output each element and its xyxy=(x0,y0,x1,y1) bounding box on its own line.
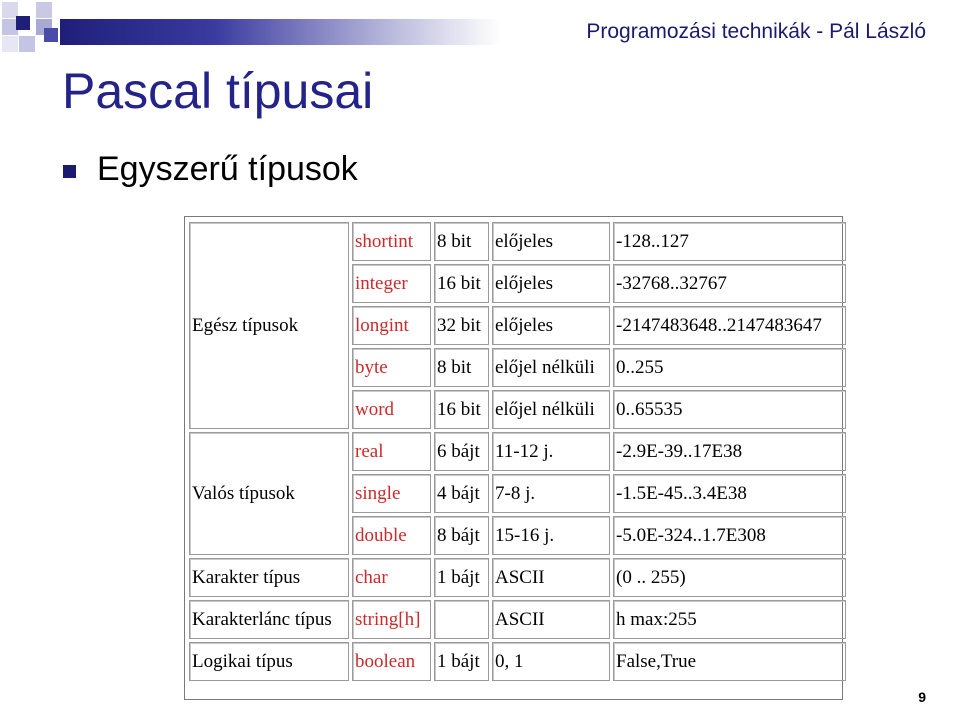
table-row xyxy=(189,558,846,597)
type-name-cell: word xyxy=(352,390,431,429)
type-size-cell: 8 bit xyxy=(434,348,489,387)
table-row xyxy=(189,642,846,681)
bullet-text: Egyszerű típusok xyxy=(97,150,358,188)
type-name-cell: byte xyxy=(352,348,431,387)
type-sign-cell: ASCII xyxy=(492,600,610,639)
type-size-cell: 16 bit xyxy=(434,390,489,429)
type-group-label: Valós típusok xyxy=(189,432,349,555)
type-range-cell: -2.9E-39..17E38 xyxy=(613,432,846,471)
table-row xyxy=(189,222,846,261)
type-name-cell: char xyxy=(352,558,431,597)
type-name-cell: string[h] xyxy=(352,600,431,639)
type-sign-cell: előjeles xyxy=(492,264,610,303)
type-range-cell: -5.0E-324..1.7E308 xyxy=(613,516,846,555)
type-size-cell: 8 bájt xyxy=(434,516,489,555)
type-size-cell: 1 bájt xyxy=(434,558,489,597)
square-bullet-icon xyxy=(63,165,76,178)
page-number: 9 xyxy=(918,689,926,705)
type-range-cell: h max:255 xyxy=(613,600,846,639)
type-range-cell: -1.5E-45..3.4E38 xyxy=(613,474,846,513)
page-title: Pascal típusai xyxy=(62,63,374,119)
type-sign-cell: ASCII xyxy=(492,558,610,597)
type-range-cell: -2147483648..2147483647 xyxy=(613,306,846,345)
type-sign-cell: 15-16 j. xyxy=(492,516,610,555)
type-sign-cell: 0, 1 xyxy=(492,642,610,681)
type-name-cell: double xyxy=(352,516,431,555)
type-sign-cell: előjeles xyxy=(492,306,610,345)
type-size-cell: 6 bájt xyxy=(434,432,489,471)
type-range-cell: -32768..32767 xyxy=(613,264,846,303)
type-size-cell xyxy=(434,600,489,639)
type-range-cell: 0..255 xyxy=(613,348,846,387)
table-row xyxy=(189,600,846,639)
type-size-cell: 1 bájt xyxy=(434,642,489,681)
type-name-cell: longint xyxy=(352,306,431,345)
type-size-cell: 4 bájt xyxy=(434,474,489,513)
type-group-label: Egész típusok xyxy=(189,222,349,429)
type-name-cell: single xyxy=(352,474,431,513)
type-range-cell: False,True xyxy=(613,642,846,681)
type-sign-cell: 7-8 j. xyxy=(492,474,610,513)
type-group-label: Karakter típus xyxy=(189,558,349,597)
type-name-cell: shortint xyxy=(352,222,431,261)
header-bar xyxy=(60,19,500,45)
type-group-label: Logikai típus xyxy=(189,642,349,681)
type-range-cell: 0..65535 xyxy=(613,390,846,429)
type-sign-cell: előjel nélküli xyxy=(492,348,610,387)
table-row xyxy=(189,432,846,471)
course-header: Programozási technikák - Pál László xyxy=(586,20,926,43)
type-name-cell: boolean xyxy=(352,642,431,681)
pascal-types-table xyxy=(186,219,849,684)
type-sign-cell: 11-12 j. xyxy=(492,432,610,471)
type-sign-cell: előjel nélküli xyxy=(492,390,610,429)
type-group-label: Karakterlánc típus xyxy=(189,600,349,639)
type-size-cell: 16 bit xyxy=(434,264,489,303)
type-name-cell: integer xyxy=(352,264,431,303)
type-size-cell: 8 bit xyxy=(434,222,489,261)
type-name-cell: real xyxy=(352,432,431,471)
type-size-cell: 32 bit xyxy=(434,306,489,345)
type-range-cell: -128..127 xyxy=(613,222,846,261)
type-range-cell: (0 .. 255) xyxy=(613,558,846,597)
type-sign-cell: előjeles xyxy=(492,222,610,261)
